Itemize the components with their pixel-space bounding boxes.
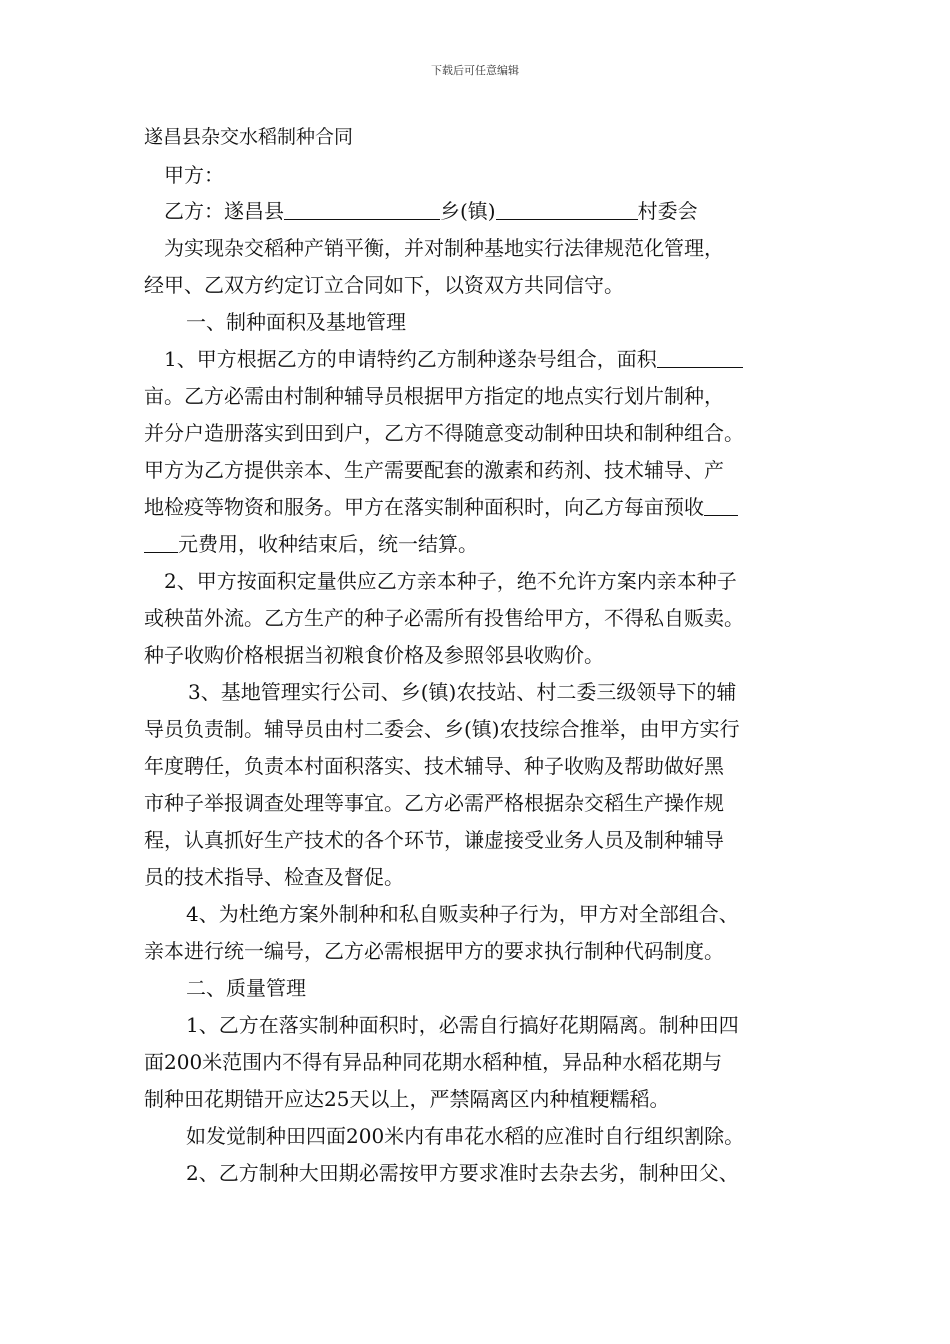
fee-blank-b [144, 532, 178, 553]
paragraph-line: 1、乙方在落实制种面积时，必需自行搞好花期隔离。制种田四 [186, 1013, 739, 1037]
party-b-village: 村委会 [637, 199, 698, 223]
section-heading: 一、制种面积及基地管理 [186, 310, 406, 334]
paragraph-line: 经甲、乙双方约定订立合同如下，以资双方共同信守。 [144, 273, 624, 297]
paragraph-line: 甲方为乙方提供亲本、生产需要配套的激素和药剂、技术辅导、产 [144, 458, 724, 482]
paragraph-line: 种子收购价格根据当初粮食价格及参照邻县收购价。 [144, 643, 604, 667]
party-b-prefix: 乙方：遂昌县 [164, 199, 284, 223]
paragraph-line: 并分户造册落实到田到户，乙方不得随意变动制种田块和制种组合。 [144, 421, 744, 445]
paragraph-line: 如发觉制种田四面200米内有串花水稻的应准时自行组织割除。 [186, 1124, 745, 1148]
paragraph-line: 2、甲方按面积定量供应乙方亲本种子，绝不允许方案内亲本种子 [164, 569, 737, 593]
village-blank [496, 199, 638, 220]
paragraph-line [164, 346, 844, 372]
paragraph-line: 面200米范围内不得有异品种同花期水稻种植，异品种水稻花期与 [144, 1050, 723, 1074]
clause-text: 地检疫等物资和服务。甲方在落实制种面积时，向乙方每亩预收 [144, 495, 704, 519]
paragraph-line: 导员负责制。辅导员由村二委会、乡(镇)农技综合推举，由甲方实行 [144, 717, 740, 741]
paragraph-line: 市种子举报调查处理等事宜。乙方必需严格根据杂交稻生产操作规 [144, 791, 724, 815]
paragraph-line: 亲本进行统一编号，乙方必需根据甲方的要求执行制种代码制度。 [144, 939, 724, 963]
paragraph-line [144, 531, 824, 557]
paragraph-line: 程，认真抓好生产技术的各个环节，谦虚接受业务人员及制种辅导 [144, 828, 724, 852]
clause-text: 1、甲方根据乙方的申请特约乙方制种遂杂号组合，面积 [164, 347, 657, 371]
header-note: 下载后可任意编辑 [431, 64, 519, 77]
paragraph-line: 3、基地管理实行公司、乡(镇)农技站、村二委三级领导下的辅 [188, 680, 737, 704]
party-a-line: 甲方： [164, 163, 224, 187]
party-b-township: 乡(镇) [440, 199, 496, 223]
paragraph-line: 或秧苗外流。乙方生产的种子必需所有投售给甲方，不得私自贩卖。 [144, 606, 744, 630]
paragraph-line [144, 494, 824, 520]
section-heading: 二、质量管理 [186, 976, 306, 1000]
clause-text: 元费用，收种结束后，统一结算。 [178, 532, 478, 556]
paragraph-line: 亩。乙方必需由村制种辅导员根据甲方指定的地点实行划片制种， [144, 384, 724, 408]
township-blank [284, 199, 440, 220]
paragraph-line: 2、乙方制种大田期必需按甲方要求准时去杂去劣，制种田父、 [186, 1161, 739, 1185]
fee-blank-a [704, 495, 738, 516]
document-title: 遂昌县杂交水稻制种合同 [144, 126, 354, 148]
party-b-line [164, 198, 844, 224]
paragraph-line: 员的技术指导、检查及督促。 [144, 865, 404, 889]
paragraph-line: 年度聘任，负责本村面积落实、技术辅导、种子收购及帮助做好黑 [144, 754, 724, 778]
paragraph-line: 为实现杂交稻种产销平衡，并对制种基地实行法律规范化管理， [164, 236, 724, 260]
area-blank [657, 347, 743, 368]
paragraph-line: 制种田花期错开应达25天以上，严禁隔离区内种植粳糯稻。 [144, 1087, 670, 1111]
paragraph-line: 4、为杜绝方案外制种和私自贩卖种子行为，甲方对全部组合、 [186, 902, 739, 926]
